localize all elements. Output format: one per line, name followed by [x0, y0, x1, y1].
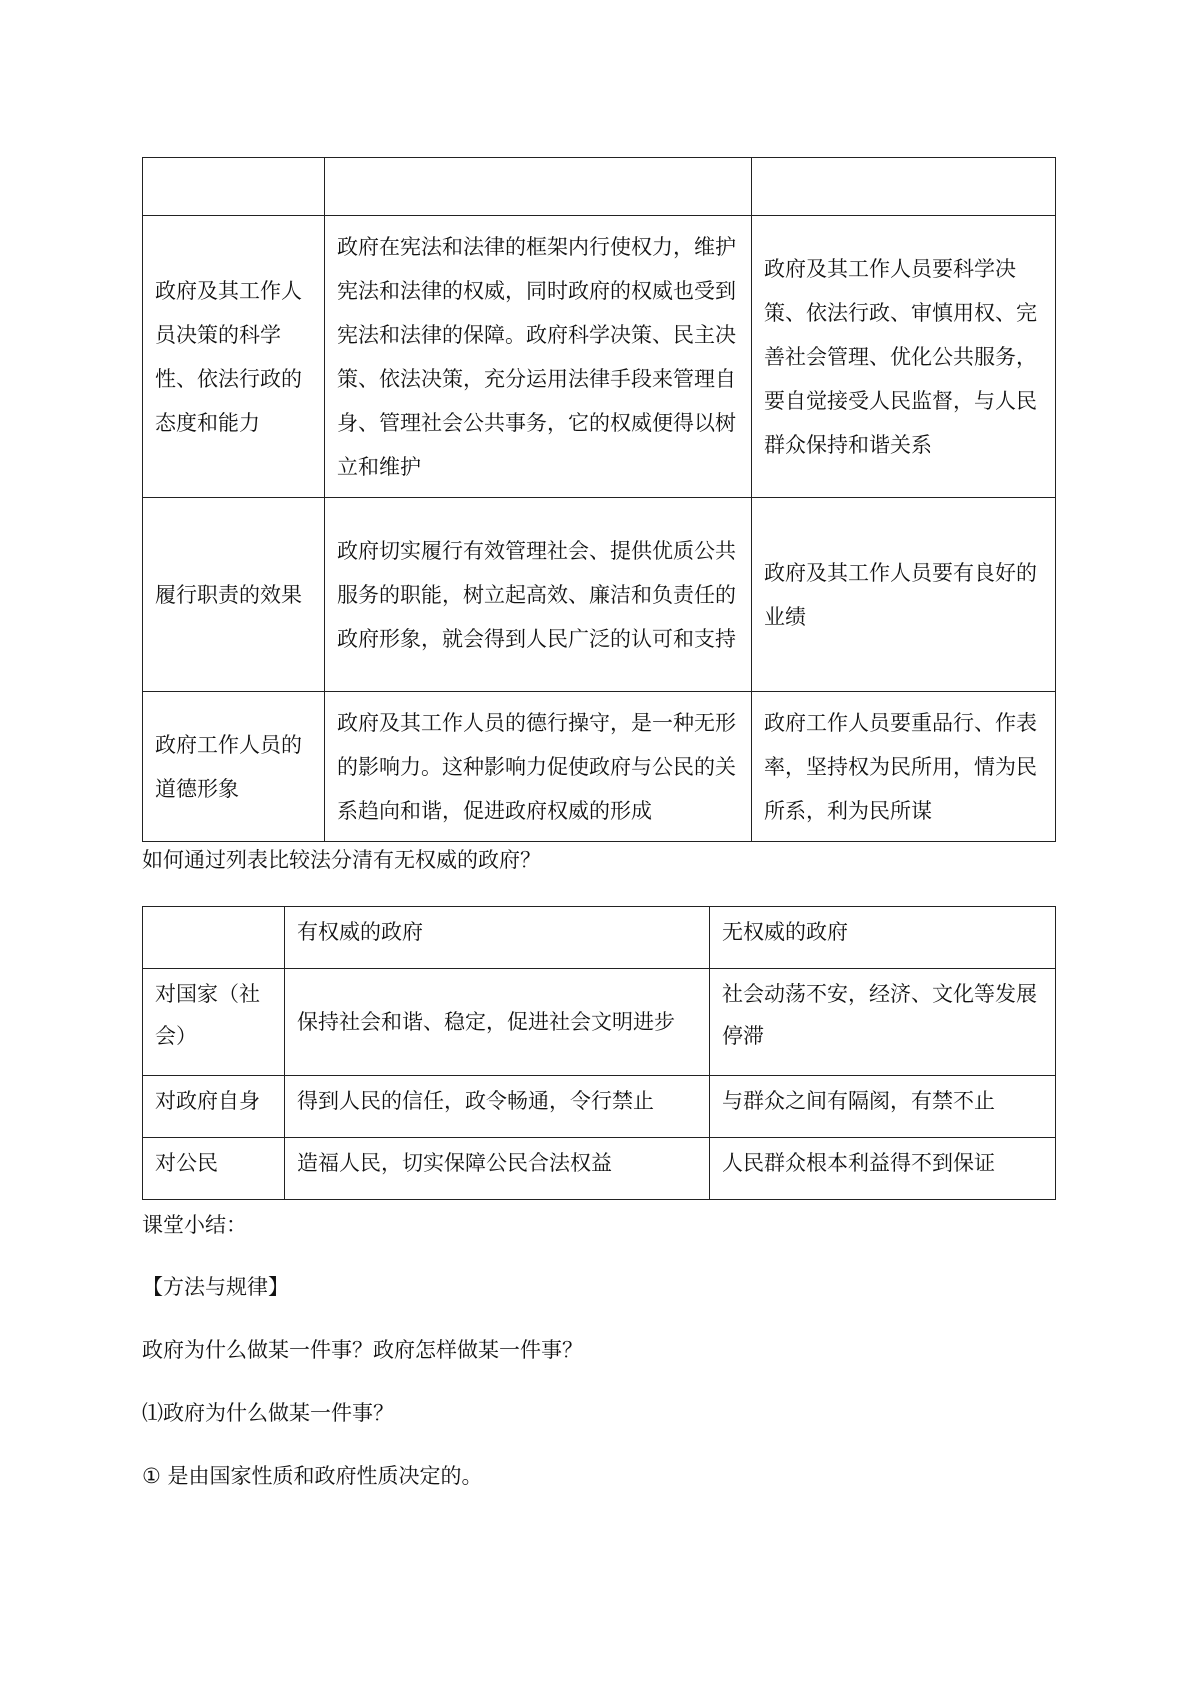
table-cell: 政府及其工作人员决策的科学性、依法行政的态度和能力: [143, 216, 325, 498]
table-cell: 对公民: [143, 1138, 285, 1200]
table-header-cell: 无权威的政府: [710, 907, 1056, 969]
table-cell: 造福人民，切实保障公民合法权益: [285, 1138, 710, 1200]
government-authority-factors-table: [142, 157, 1056, 842]
table-cell: 社会动荡不安，经济、文化等发展停滞: [710, 969, 1056, 1076]
table-header-cell: [143, 907, 285, 969]
summary-label: 课堂小结：: [142, 1213, 247, 1237]
table-cell: [752, 158, 1056, 216]
table-cell: 政府及其工作人员要科学决策、依法行政、审慎用权、完善社会管理、优化公共服务，要自觉接受人民监督，与人民群众保持和谐关系: [752, 216, 1056, 498]
authority-comparison-table: [142, 906, 1056, 1200]
table-header-cell: 有权威的政府: [285, 907, 710, 969]
table-cell: 履行职责的效果: [143, 498, 325, 692]
table-row: [143, 498, 1056, 692]
table-cell: 政府及其工作人员要有良好的业绩: [752, 498, 1056, 692]
table-cell: 政府工作人员要重品行、作表率，坚持权为民所用，情为民所系，利为民所谋: [752, 692, 1056, 842]
point-1-sub: ① 是由国家性质和政府性质决定的。: [142, 1464, 483, 1488]
question-why-how: 政府为什么做某一件事？政府怎样做某一件事？: [142, 1338, 583, 1362]
table-cell: 对政府自身: [143, 1076, 285, 1138]
table-cell: [143, 158, 325, 216]
comparison-question: 如何通过列表比较法分清有无权威的政府？: [142, 848, 541, 872]
table-row: [143, 969, 1056, 1076]
table-cell: 政府在宪法和法律的框架内行使权力，维护宪法和法律的权威，同时政府的权威也受到宪法和法律的保障。政府科学决策、民主决策、依法决策，充分运用法律手段来管理自身、管理社会公共事务，它的权威便得以树立和维护: [325, 216, 752, 498]
table-header-row: [143, 907, 1056, 969]
table-cell: 人民群众根本利益得不到保证: [710, 1138, 1056, 1200]
table-cell: 政府及其工作人员的德行操守，是一种无形的影响力。这种影响力促使政府与公民的关系趋向和谐，促进政府权威的形成: [325, 692, 752, 842]
table-cell: 政府工作人员的道德形象: [143, 692, 325, 842]
table-row: [143, 692, 1056, 842]
table-cell: [325, 158, 752, 216]
table-row: [143, 1076, 1056, 1138]
method-heading: 【方法与规律】: [142, 1275, 289, 1299]
table-cell: 得到人民的信任，政令畅通，令行禁止: [285, 1076, 710, 1138]
point-1: ⑴政府为什么做某一件事？: [142, 1401, 394, 1425]
table-row: [143, 216, 1056, 498]
table-row: [143, 1138, 1056, 1200]
table-cell: 政府切实履行有效管理社会、提供优质公共服务的职能，树立起高效、廉洁和负责任的政府形象，就会得到人民广泛的认可和支持: [325, 498, 752, 692]
table-row: [143, 158, 1056, 216]
table-cell: 对国家（社会）: [143, 969, 285, 1076]
table-cell: 与群众之间有隔阂，有禁不止: [710, 1076, 1056, 1138]
table-cell: 保持社会和谐、稳定，促进社会文明进步: [285, 969, 710, 1076]
